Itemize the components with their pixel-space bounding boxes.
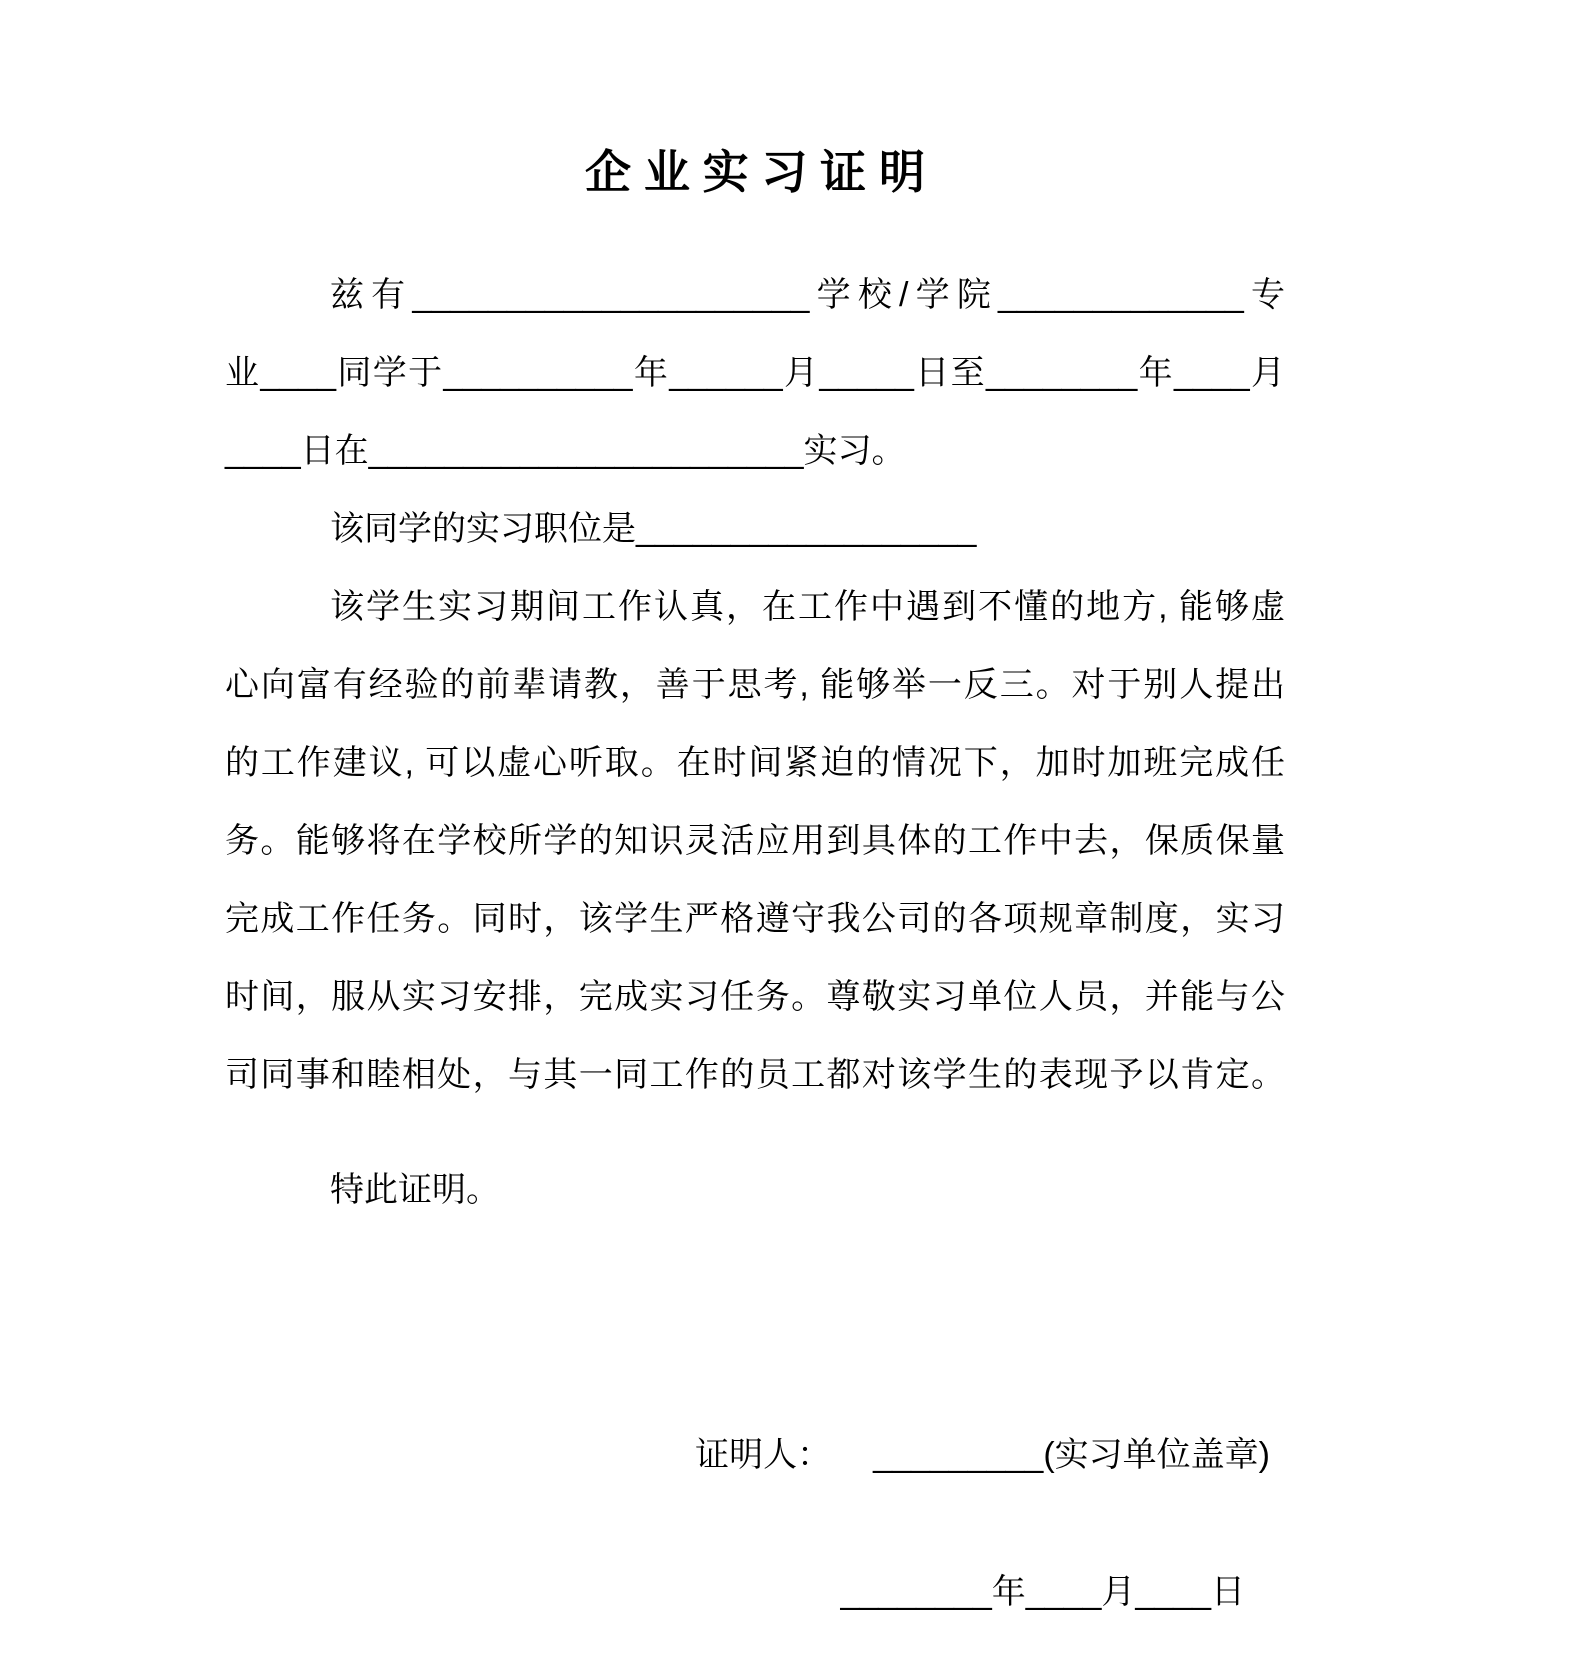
document-title: 企 业 实 习 证 明: [585, 146, 925, 198]
closing-statement: 特此证明。: [330, 1171, 500, 1209]
text-line: 务。能够将在学校所学的知识灵活应用到具体的工作中去，保质保量: [225, 822, 1285, 860]
text-line: 该学生实习期间工作认真，在工作中遇到不懂的地方, 能够虚: [330, 588, 1285, 626]
text-line: 完成工作任务。同时，该学生严格遵守我公司的各项规章制度，实习: [225, 900, 1285, 938]
witness-name-blank: _________: [873, 1436, 1044, 1474]
signature-line: [225, 1416, 1285, 1494]
seal-note: (实习单位盖章): [1043, 1436, 1270, 1474]
paragraph-intro: [225, 256, 1285, 490]
text-line: 该同学的实习职位是__________________: [330, 510, 977, 548]
paragraph-position: [225, 490, 1285, 568]
text-line: 兹有_____________________学校/学院_____________专: [330, 276, 1285, 314]
text-line: 的工作建议, 可以虚心听取。在时间紧迫的情况下，加时加班完成任: [225, 744, 1285, 782]
text-line: 心向富有经验的前辈请教，善于思考, 能够举一反三。对于别人提出: [225, 666, 1285, 704]
witness-label: 证明人：: [695, 1436, 832, 1474]
paragraph-evaluation: [225, 568, 1285, 1114]
text-line: 司同事和睦相处，与其一同工作的员工都对该学生的表现予以肯定。: [225, 1056, 1285, 1094]
document-body: [225, 256, 1285, 1114]
date-line: ________年____月____日: [840, 1573, 1245, 1611]
text-line: 时间，服从实习安排，完成实习任务。尊敬实习单位人员，并能与公: [225, 978, 1285, 1016]
text-line: 业____同学于__________年______月_____日至________年____月: [225, 354, 1285, 392]
text-line: ____日在_______________________实习。: [225, 432, 906, 470]
